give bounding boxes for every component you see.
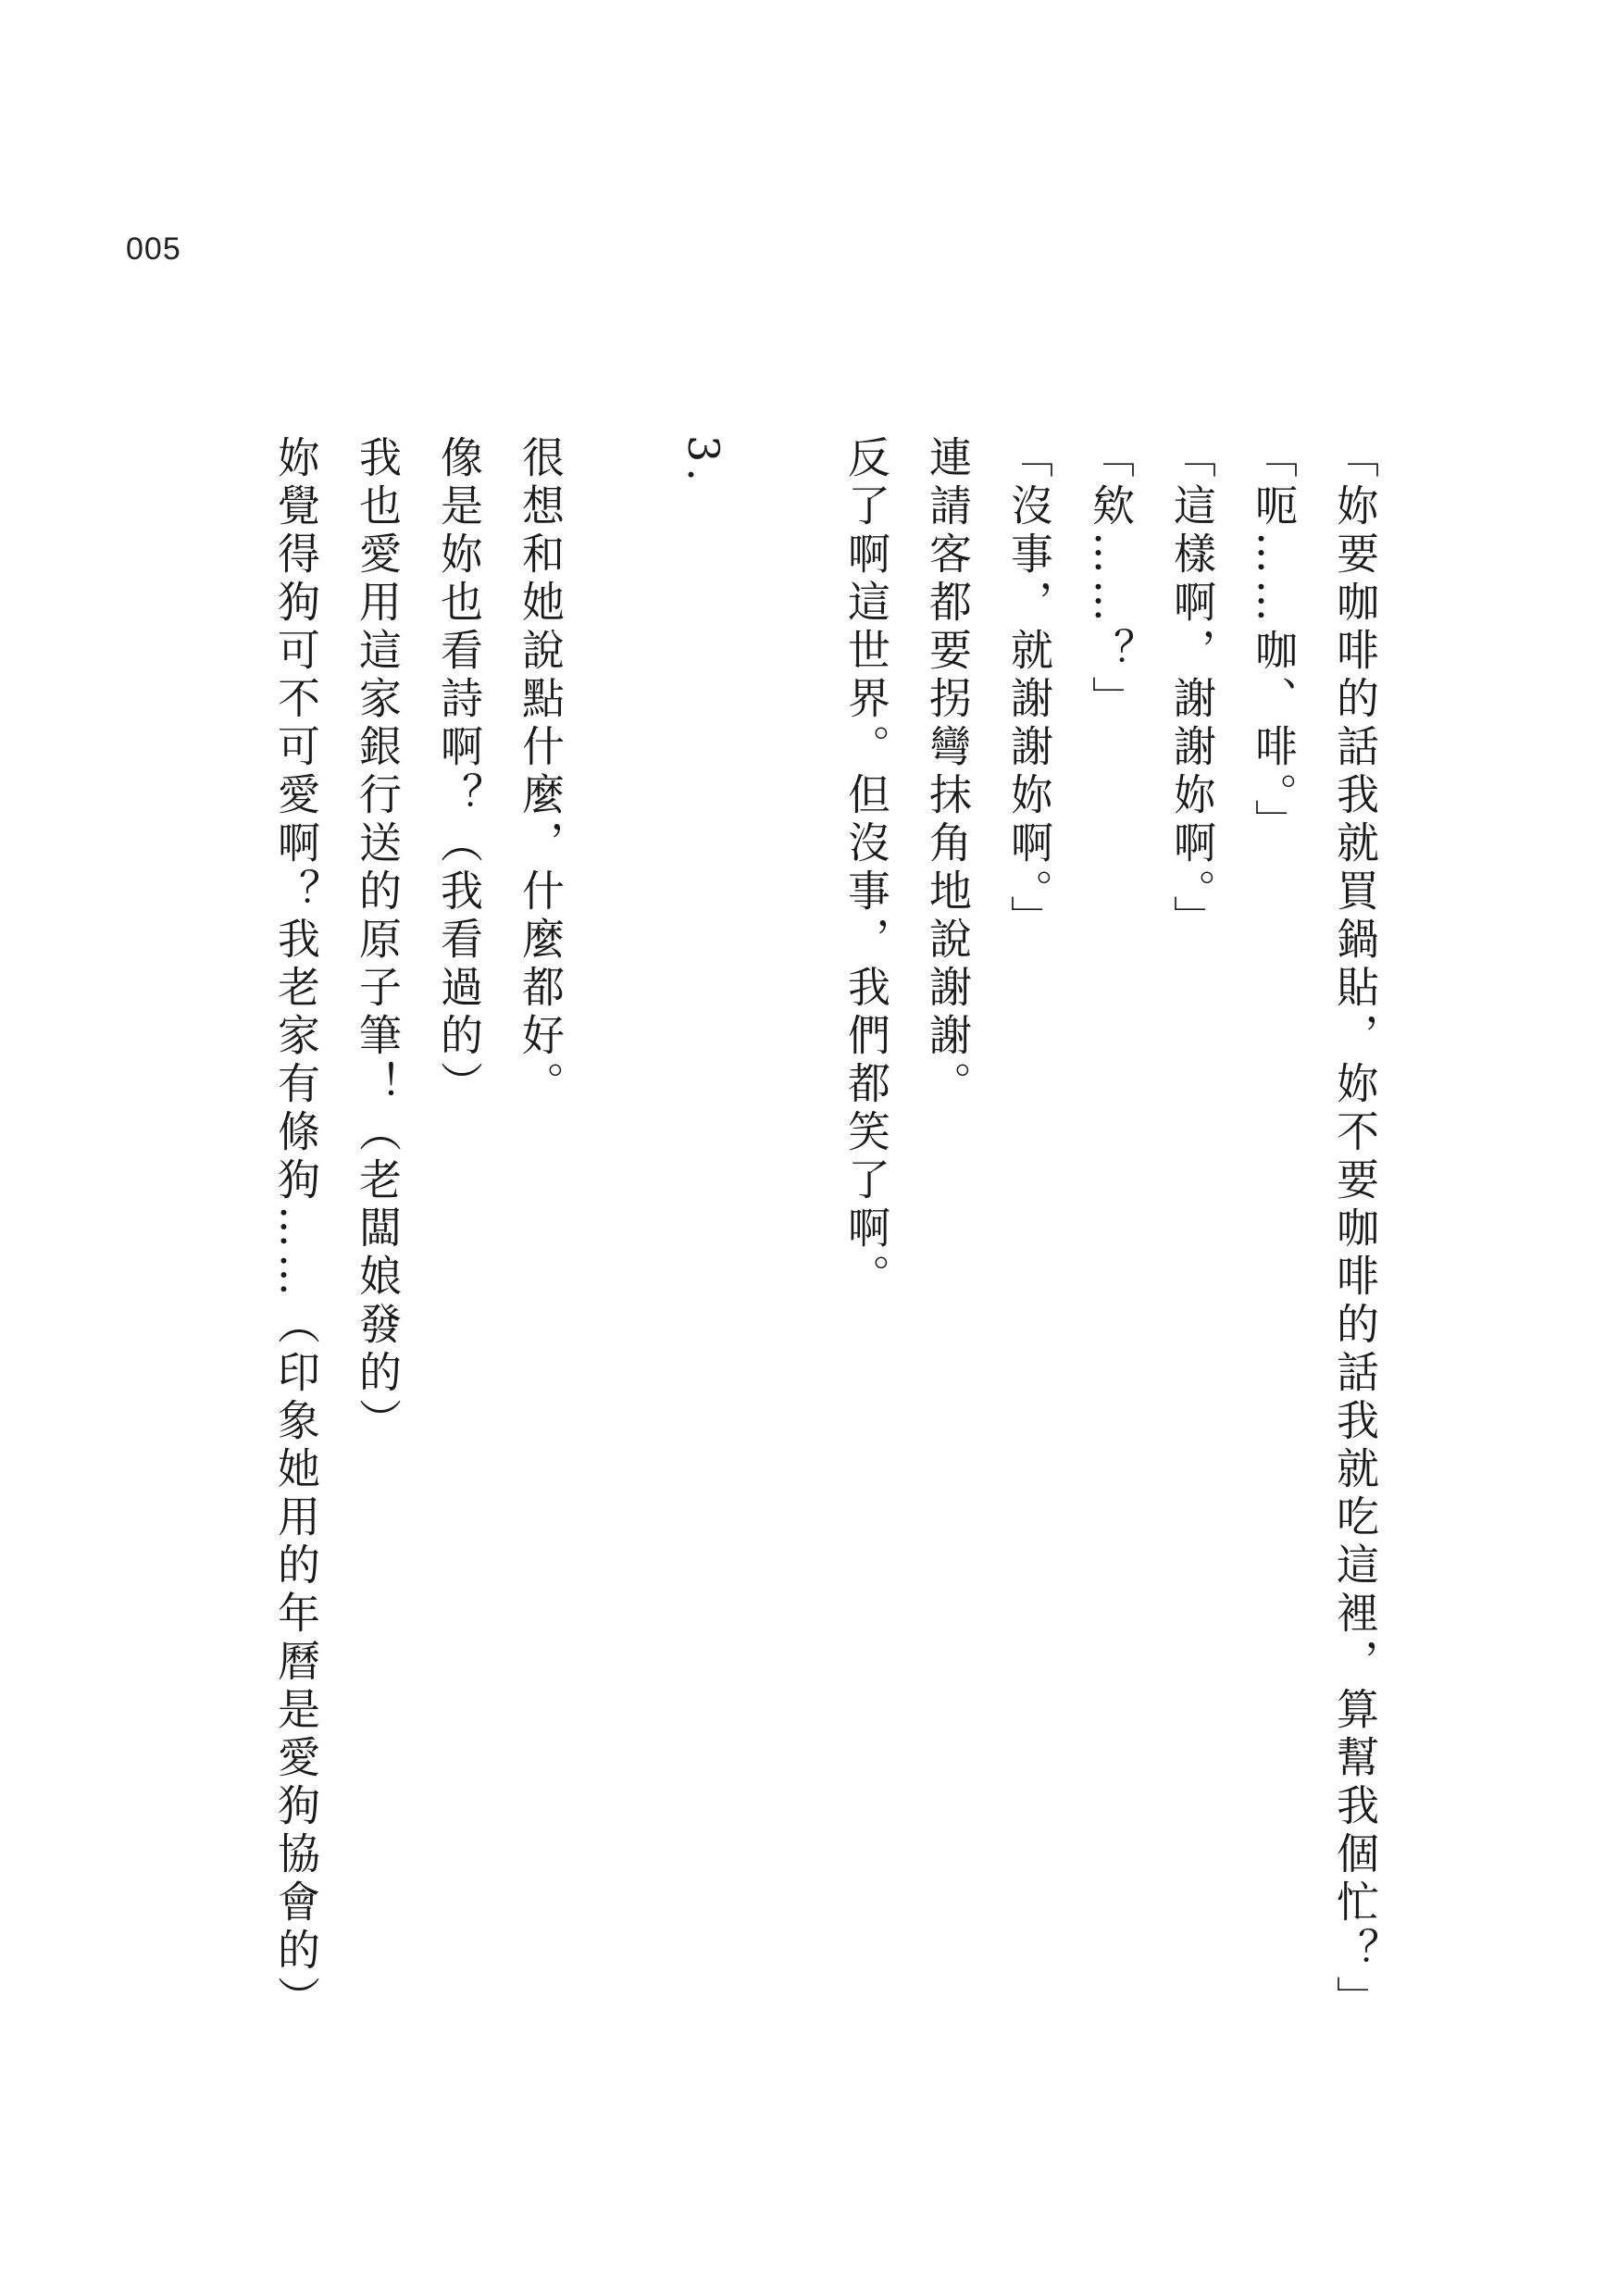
paragraph-narration-want-to-talk: 很想和她說點什麼，什麼都好。 [516, 435, 566, 1109]
paragraph-dialogue-coffee-offer: 「妳要咖啡的話我就買鍋貼，妳不要咖啡的話我就吃這裡，算幫我個忙？」 [1330, 435, 1380, 2024]
paragraph-dialogue-nothing: 「沒事，就謝謝妳啊。」 [1004, 435, 1054, 943]
section-number: 3. [678, 435, 728, 487]
page-number: 005 [126, 231, 181, 267]
paragraph-narration-pen: 我也愛用這家銀行送的原子筆！（老闆娘發的） [353, 435, 403, 1446]
paragraph-dialogue-huh: 「欸……？」 [1086, 435, 1136, 724]
paragraph-dialogue-thanks: 「這樣啊，謝謝妳啊。」 [1167, 435, 1217, 943]
paragraph-narration-treat: 連請客都要拐彎抹角地說謝謝。 [923, 435, 973, 1109]
paragraph-narration-poetry: 像是妳也看詩啊？（我看過的） [434, 435, 484, 1109]
paragraph-narration-world: 反了啊這世界。但沒事，我們都笑了啊。 [841, 435, 891, 1302]
paragraph-narration-dog: 妳覺得狗可不可愛啊？我老家有條狗……（印象她用的年曆是愛狗協會的） [271, 435, 321, 2024]
blank-line [581, 435, 663, 2028]
vertical-text-body [255, 435, 1396, 2028]
paragraph-dialogue-coffee-reply: 「呃……咖、啡。」 [1249, 435, 1299, 847]
blank-line [744, 435, 826, 2028]
